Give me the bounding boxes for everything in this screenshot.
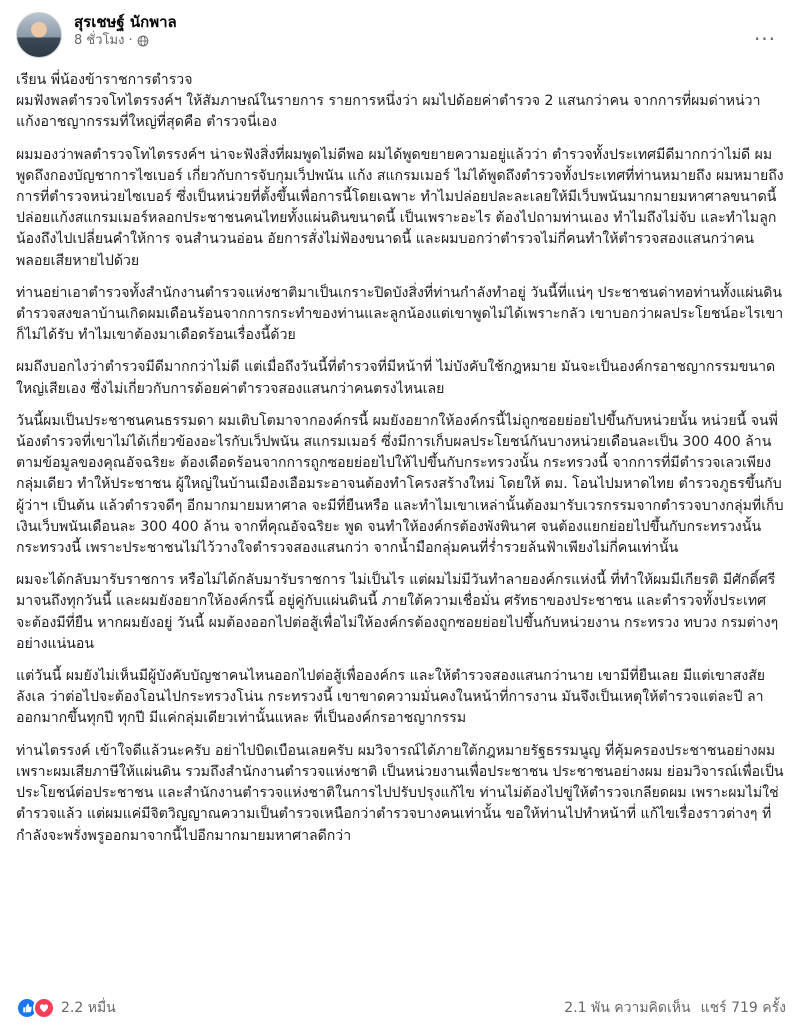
post-paragraph: ท่านอย่าเอาตำรวจทั้งสำนักงานตำรวจแห่งชาติมาเป็นเกราะปิดบังสิ่งที่ท่านกำลังทำอยู่ วันนี้ที่แน่ๆ ประชาชนด่าทอท่านทั้งแผ่นดิน ตำรวจสงขลาบ้านเกิดผมเดือนร้อนจากการกระทำของท่านและลูกน้องแต่เขาพูดไม่ได้เพราะกลัว เขาบอกว่าผลประโยชน์อะไรเขาก็ไม่ได้รับ ทำไมเขาต้องมาเดือดร้อนเรื่องนี้ด้วย bbox=[16, 284, 784, 344]
post-paragraph: ท่านไตรรงค์ เข้าใจดีแล้วนะครับ อย่าไปบิดเบือนเลยครับ ผมวิจารณ์ได้ภายใต้กฎหมายรัฐธรรมนูญ ที่คุ้มครองประชาชนอย่างผม เพราะผมเสียภาษีให้แผ่นดิน รวมถึงสำนักงานตำรวจแห่งชาติ เป็นหน่วยงานเพื่อประชาชน ประชาชนอย่างผม ย่อมวิจารณ์เพื่อเป็นประโยชน์ต่อประชาชน และสำนักงานตำรวจแห่งชาติในการไปปรับปรุงแก้ไข ท่านไม่ต้องไปขู่ให้ตำรวจเกลียดผม เพราะผมไม่ใช่ตำรวจแล้ว แต่ผมแค่มีจิตวิญญาณความเป็นตำรวจเหนือกว่าตำรวจบางคนเท่านั้น ขอให้ท่านไปทำหน้าที่ แก้ไขเรื่องราวต่างๆ ที่กำลังจะพรั่งพรูออกมาจากนี้ไปอีกมากมายมหาศาลดีกว่า bbox=[16, 742, 784, 844]
reaction-icons bbox=[16, 997, 55, 1019]
reactions-count[interactable]: 2.2 หมื่น bbox=[61, 1000, 116, 1016]
post-paragraph: ผมจะได้กลับมารับราชการ หรือไม่ได้กลับมารับราชการ ไม่เป็นไร แต่ผมไม่มีวันทำลายองค์กรแห่งนี้ ที่ทำให้ผมมีเกียรติ มีศักดิ์ศรี มาจนถึงทุกวันนี้ และผมยังอยากให้องค์กรนี้ อยู่คู่กับแผ่นดินนี้ ภายใต้ความเชื่อมั่น ศรัทธาของประชาชน และตำรวจทั้งประเทศ จะต้องมีที่ยืน หากผมยังอยู่ วันนี้ ผมต้องออกไปต่อสู้เพื่อไม่ให้องค์กรต้องถูกซอยย่อยไปขึ้นกับหน่วยงาน กระทรวง ทบวง กรมต่างๆ อย่างแน่นอน bbox=[16, 572, 779, 652]
reactions-summary[interactable] bbox=[16, 997, 116, 1019]
shares-count[interactable]: แชร์ 719 ครั้ง bbox=[700, 1000, 786, 1016]
post-paragraph: เรียน พี่น้องข้าราชการตำรวจ ผมฟังพลตำรวจโทไตรรงค์ฯ ให้สัมภาษณ์ในรายการ รายการหนึ่งว่า ผมไปด้อยค่าตำรวจ 2 แสนกว่าคน จากการที่ผมด่าหน่วา แก้งอาชญากรรมที่ใหญ่ที่สุดคือ ตำรวจนี่เอง bbox=[16, 72, 761, 131]
post-meta bbox=[74, 10, 177, 50]
post-subline bbox=[74, 32, 177, 50]
comments-count[interactable]: 2.1 พัน ความคิดเห็น bbox=[564, 1000, 691, 1016]
avatar[interactable] bbox=[16, 12, 62, 58]
post-paragraph: แต่วันนี้ ผมยังไม่เห็นมีผู้บังคับบัญชาคนไหนออกไปต่อสู้เพื่อองค์กร และให้ตำรวจสองแสนกว่านาย เขามีที่ยืนเลย มีแต่เขาสงสัย ลังเล ว่าต่อไปจะต้องโอนไปกระทรวงโน่น กระทรวงนี้ เขาขาดความมั่นคงในหน้าที่การงาน มันจึงเป็นเหตุให้ตำรวจแต่ละปี ลาออกมากขึ้นทุกปี ทุกปี มีแค่กลุ่มเดียวเท่านั้นแหละ ที่เป็นองค์กรอาชญากรรม bbox=[16, 668, 766, 727]
more-options-icon[interactable]: ··· bbox=[753, 27, 777, 51]
globe-icon[interactable] bbox=[137, 35, 149, 47]
love-icon bbox=[33, 997, 55, 1019]
post-time[interactable]: 8 ชั่วโมง bbox=[74, 33, 125, 48]
post-body bbox=[16, 70, 786, 858]
author-name[interactable]: สุรเชษฐ์ นักพาล bbox=[74, 13, 177, 31]
post-stats bbox=[564, 997, 786, 1019]
post-paragraph: ผมถึงบอกไงว่าตำรวจมีดีมากกว่าไม่ดี แต่เมื่อถึงวันนี้ที่ตำรวจที่มีหน้าที่ ไม่บังคับใช้กฎหมาย มันจะเป็นองค์กรอาชญากรรมขนาดใหญ่เสียเอง ซึ่งไม่เกี่ยวกับการด้อยค่าตำรวจสองแสนกว่าคนตรงไหนเลย bbox=[16, 359, 776, 397]
post-paragraph: ผมมองว่าพลตำรวจโทไตรรงค์ฯ น่าจะฟังสิ่งที่ผมพูดไม่ดีพอ ผมได้พูดขยายความอยู่แล้วว่า ตำรวจทั้งประเทศมีดีมากกว่าไม่ดี ผมพูดถึงกองบัญชาการไซเบอร์ เกี่ยวกับการจับกุมเว็ปพนัน แก้ง สแกรมเมอร์ ไม่ได้พูดถึงตำรวจทั้งประเทศที่ท่านหมายถึง ผมหมายถึงการที่ตำรวจหน่วยไซเบอร์ ซึ่งเป็นหน่วยที่ตั้งขึ้นเพื่อการนี้โดยเฉพาะ ทำไมปล่อยปละละเลยให้มีเว็บพนันมากมายมหาศาลขนาดนี้ ปล่อยแก้งสแกรมเมอร์หลอกประชาชนคนไทยทั้งแผ่นดินขนาดนี้ เป็นเพราะอะไร ต้องไปถามท่านเอง ทำไมถึงไม่จับ และทำไมลูกน้องถึงไปเปลี่ยนคำให้การ จนสำนวนอ่อน อัยการสั่งไม่ฟ้องขนาดนี้ และผมบอกว่าตำรวจไม่กี่คนทำให้ตำรวจสองแสนกว่าคนพลอยเสียหายไปด้วย bbox=[16, 146, 784, 269]
post-footer bbox=[16, 994, 786, 1022]
post-paragraph: วันนี้ผมเป็นประชาชนคนธรรมดา ผมเติบโตมาจากองค์กรนี้ ผมยังอยากให้องค์กรนี้ไม่ถูกซอยย่อยไปขึ้นกับหน่วยนั้น หน่วยนี้ จนพี่น้องตำรวจที่เขาไม่ได้เกี่ยวข้องอะไรกับเว็ปพนัน สแกรมเมอร์ ซึ่งมีการเก็บผลประโยชน์กันบางหน่วยเดือนละเป็น 300 400 ล้าน ตามข้อมูลของคุณอัจฉริยะ ต้องเดือดร้อนจากการถูกซอยย่อยไปให้ไปขึ้นกับกระทรวงนั้น กระทรวงนี้ จากการที่มีตำรวจเลวเพียงกลุ่มเดียว ทำให้ประชาชน ผู้ใหญ่ในบ้านเมืองเอือมระอาจนต้องทำโครงสร้างใหม่ โดยให้ ตม. โอนไปมหาดไทย ตำรวจภูธรขึ้นกับผู้ว่าฯ เป็นต้น แล้วตำรวจดีๆ อีกมากมายมหาศาล จะมีที่ยืนหรือ และทำไมเขาเหล่านั้นต้องมารับเวรกรรมจากตำรวจบางกลุ่มที่เก็บเงินเว็บพนันเดือนละ 300 400 ล้าน จากที่คุณอัจฉริยะ พูด จนทำให้องค์กรต้องพังพินาศ จนต้องแยกย่อยไปขึ้นกับกระทรวงนั้น กระทรวงนี้ เพราะประชาชนไม่ไว้วางใจตำรวจสองแสนกว่า จากน้ำมือกลุ่มคนที่ร่ำรวยล้นฟ้าเพียงไม่กี่คนเท่านั้น bbox=[16, 412, 784, 557]
separator-dot: · bbox=[128, 33, 133, 48]
post-header bbox=[16, 10, 784, 66]
